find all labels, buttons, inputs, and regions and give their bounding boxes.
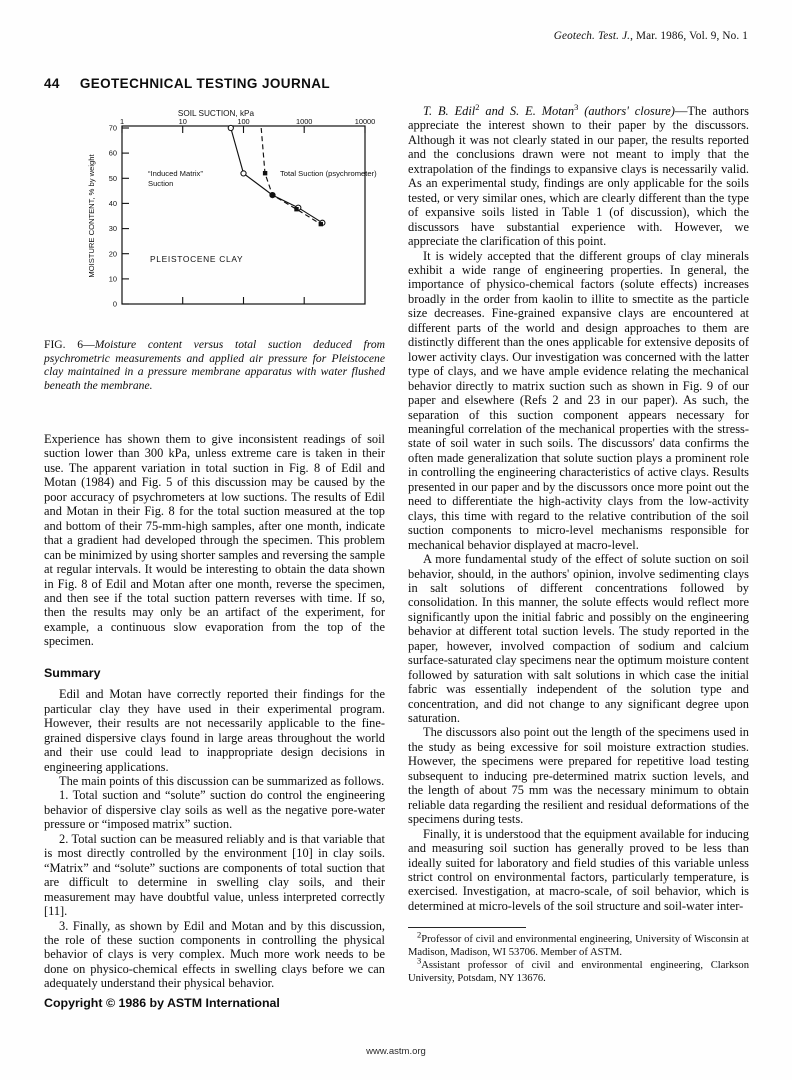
- right-column-body: [408, 101, 749, 986]
- figure-caption-label: FIG. 6—: [44, 338, 95, 351]
- running-head-issue: , Mar. 1986, Vol. 9, No. 1: [630, 30, 748, 42]
- annotation-induced-matrix-line1: “Induced Matrix”: [148, 169, 203, 178]
- footnotes: [408, 929, 749, 985]
- svg-text:10000: 10000: [354, 117, 376, 126]
- closure-paragraph: [408, 101, 749, 249]
- closure-dash: —: [674, 104, 688, 118]
- paragraph: The discussors also point out the length of the specimens used in the study as being excessive for soil moisture extraction studies. However, the specimens were prepared for repetitive load testing subsequent to inducing pre-determined matrix suction levels, and the length of about 75 mm was the necessary minimum to obtain reliable data regarding the resilient and residual deformations of the specimens during tests.: [408, 725, 749, 827]
- svg-text:30: 30: [108, 224, 117, 234]
- summary-heading: Summary: [44, 665, 101, 680]
- svg-text:1000: 1000: [295, 117, 313, 126]
- chart-x-ticks: [122, 126, 365, 133]
- footnote-text: Assistant professor of civil and environmental engineering, Clarkson University, Potsdam, NY 13676.: [408, 960, 749, 984]
- journal-title: GEOTECHNICAL TESTING JOURNAL: [79, 76, 331, 91]
- running-head: [554, 30, 748, 42]
- closure-footnote-ref-2: 2: [475, 101, 480, 112]
- figure-6: [44, 104, 385, 392]
- svg-text:40: 40: [108, 199, 117, 208]
- svg-text:10: 10: [178, 117, 187, 126]
- annotation-induced-matrix-line2: Suction: [148, 179, 174, 188]
- closure-text: The authors appreciate the interest shown to their paper by the discussors. Although it was not clearly stated in our paper, the results reported and the conclusions drawn were not meant to imply that the extrapolation of the findings to expansive clays is necessarily valid. As an experimental study, findings are only applicable for the soils tested, or very similar ones, which are clearly different than the type of expansive soils listed in Table 1 (of discussion), which the discussors have substantial experience with. However, we appreciate the clarification of this point.: [408, 104, 749, 249]
- svg-text:70: 70: [108, 123, 117, 133]
- soil-suction-chart: [44, 104, 385, 326]
- copyright-notice: Copyright © 1986 by ASTM International: [44, 996, 280, 1010]
- svg-text:0: 0: [112, 299, 117, 309]
- page-number: 44: [44, 76, 60, 91]
- chart-x-ticks-bottom: [183, 297, 305, 304]
- chart-plot-frame: [122, 126, 365, 304]
- paragraph: 3. Finally, as shown by Edil and Motan and by this discussion, the role of these suction components in controlling the physical behavior of clays is very complex. Much more work needs to be done on physico-chemical effects in swelling clays before we can adequately understand their physical behavior.: [44, 918, 385, 991]
- svg-text:60: 60: [108, 148, 117, 158]
- svg-text:100: 100: [237, 117, 250, 126]
- chart-x-axis-title: SOIL SUCTION, kPa: [177, 109, 255, 118]
- closure-label: (authors' closure): [578, 104, 675, 118]
- chart-x-tick-labels: [120, 117, 375, 126]
- paragraph: 1. Total suction and “solute” suction do control the engineering behavior of dispersive clay soils as well as the negative pore-water pressure or “imposed matrix” suction.: [44, 788, 385, 832]
- closure-author-conjunction: and S. E. Motan: [479, 104, 575, 118]
- paragraph: The main points of this discussion can be summarized as follows.: [59, 773, 385, 788]
- closure-footnote-ref-3: 3: [574, 101, 579, 112]
- footnote-text: Professor of civil and environmental engineering, University of Wisconsin at Madison, Madison, WI 53706. Member of ASTM.: [408, 934, 749, 958]
- footnote-separator-rule: [408, 927, 526, 928]
- paragraph: A more fundamental study of the effect of solute suction on soil behavior, should, in the authors' opinion, involve sedimenting clays in salt solutions of different concentrations followed by consolidation. In this manner, the solute effects would reflect more significantly upon the initial fabric and possibly on the engineering behavior at different total suction levels. The study reported in the paper, however, involved compaction of sodium and calcium surface-saturated clay specimens near the optimum moisture content followed by saturation with salt solutions in which case the initial fabric was essentially independent of the solution type and concentration, and did not change to any significant degree upon saturation.: [408, 552, 749, 726]
- chart-y-ticks: [122, 128, 129, 304]
- footnote: [408, 929, 749, 959]
- page-title: [44, 76, 330, 91]
- running-head-journal: Geotech. Test. J.: [553, 30, 631, 42]
- svg-text:20: 20: [108, 249, 117, 259]
- paragraph: 2. Total suction can be measured reliably and is that variable that is most directly controlled by the environment [10] in clay soils. “Matrix” and “solute” suctions are components of total suction that are difficult to determine in swelling clay soils, and their measurement may have doubtful value, unless interpreted correctly [11].: [44, 831, 385, 919]
- left-column-body: [44, 432, 385, 991]
- paragraph: It is widely accepted that the different groups of clay minerals exhibit a wide range of engineering properties. In general, the importance of physico-chemical factors (solute effects) increases broadly in the order from kaolin to illite to smectite as the particle size decreases. Fine-grained expansive clays are encountered at different parts of the world and design approaches to them are distinctly different than the ones applicable for extensive deposits of lower activity clays. Our investigation was concerned with the latter type of clays, and we have ample evidence relating the mechanical behavior directly to matrix suction such as shown in Fig. 9 of our paper and elsewhere (Refs 2 and 23 in our paper). As such, the separation of this suction component appears necessary for meaningful correlation of the mechanical properties with the stress-state of soil water in such soils. The discussors' data confirms the often made generalization that solute suction plays a prominent role in controlling the engineering characteristics of active clays. Results presented in our paper and by the discussors once more point out the need to differentiate the high-activity clays from the low-activity clays, this time with regard to the relative contribution of the soil suction components to micro-level mechanisms responsible for mechanical behavior displayed at macro-level.: [408, 248, 749, 552]
- paragraph: Edil and Motan have correctly reported their findings for the particular clay they have used in their experimental program. However, their results are not necessarily applicable to the fine-grained dispersive clays found in large areas throughout the world and their use could lead to inappropriate design decisions in engineering applications.: [44, 687, 385, 774]
- footnote-marker: 3: [417, 955, 422, 966]
- paragraph: Experience has shown them to give inconsistent readings of soil suction lower than 300 kPa, unless extreme care is taken in their use. The apparent variation in total suction in Fig. 8 of Edil and Motan (1984) and Fig. 5 of this discussion may be caused by the poor accuracy of psychrometers at low suctions. The results of Edil and Motan in their Fig. 8 for the total suction measured at the top and bottom of their 75-mm-high samples, after one month, indicate that a gradient had developed through the specimen. This problem can be minimized by using shorter samples and reversing the sample at regular intervals. It would be interesting to obtain the data shown in Fig. 8 of Edil and Motan after one month, reverse the specimen, and then see if the total suction pattern reverses with time. If so, then the results may only be an artifact of the experiment, for example, a continuous slow evaporation from the top of the specimen.: [44, 432, 385, 649]
- footnote: [408, 955, 749, 985]
- chart-y-tick-labels: [109, 124, 117, 309]
- svg-text:10: 10: [108, 274, 117, 284]
- figure-caption-text: Moisture content versus total suction deduced from psychrometric measurements and applied air pressure for Pleistocene clay maintained in a pressure membrane apparatus with water flushed beneath the membrane.: [44, 338, 385, 392]
- svg-text:1: 1: [119, 117, 125, 126]
- paragraph: Finally, it is understood that the equipment available for inducing and measuring soil suction has generally proved to be less than ideally suited for laboratory and field studies of this variable unless strict control on environmental factors, particularly temperature, is exercised. Investigation, at macro-scale, of soil behavior, which is determined at micro-levels of the soil structure and soil-water inter-: [408, 826, 749, 913]
- figure-caption: [44, 338, 385, 392]
- footnote-marker: 2: [417, 929, 422, 940]
- chart-container: [44, 104, 385, 326]
- chart-plot-note: PLEISTOCENE CLAY: [150, 254, 244, 264]
- closure-author-1: T. B. Edil: [423, 104, 476, 118]
- svg-text:50: 50: [108, 173, 117, 183]
- annotation-total-suction: Total Suction (psychrometer): [280, 169, 377, 178]
- footer-url: www.astm.org: [366, 1046, 426, 1057]
- chart-y-axis-title: MOISTURE CONTENT, % by weight: [87, 154, 96, 278]
